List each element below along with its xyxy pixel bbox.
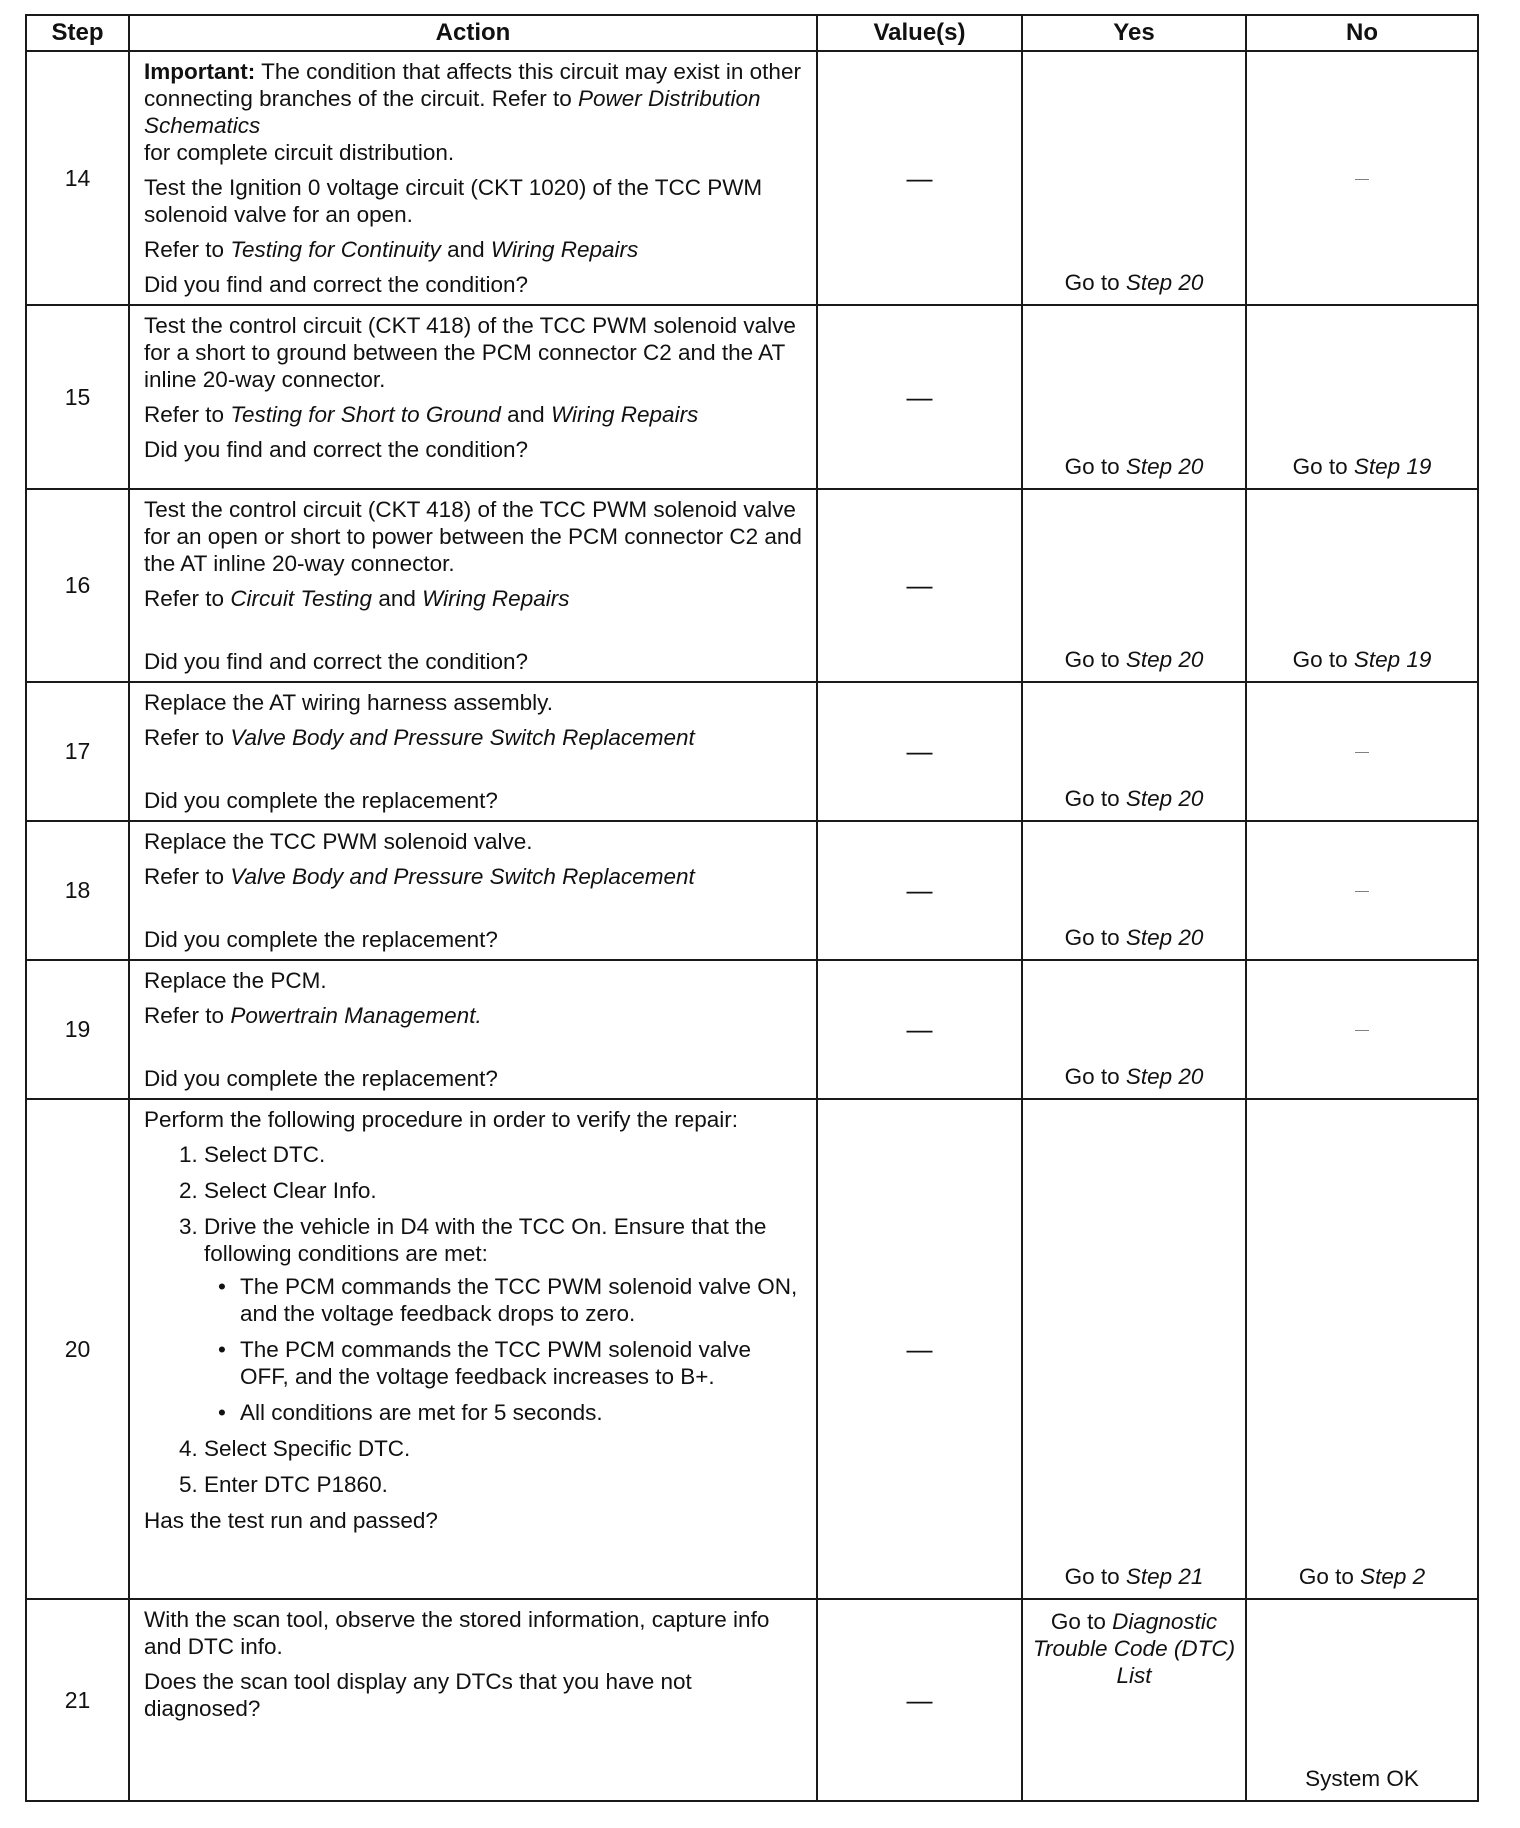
refer-to-text: Refer to <box>144 402 225 427</box>
step-ref: Step 20 <box>1125 786 1204 811</box>
procedure-step: 4. Select Specific DTC. <box>204 1435 802 1462</box>
yes-cell <box>1022 682 1246 821</box>
value-cell: — <box>817 821 1022 960</box>
no-cell <box>1246 1099 1478 1599</box>
value-cell: — <box>817 960 1022 1099</box>
test-instruction: Test the control circuit (CKT 418) of the TCC PWM solenoid valve for a short to ground between the PCM connector C2 and the AT inline 20-way connector. <box>144 313 796 392</box>
refer-to-text: Refer to <box>144 864 225 889</box>
refer-to-text: Refer to <box>144 725 225 750</box>
yes-cell <box>1022 960 1246 1099</box>
refer-to-text: Refer to <box>144 1003 225 1028</box>
action-cell <box>129 305 817 489</box>
action-cell <box>129 960 817 1099</box>
step-number: 18 <box>26 821 129 960</box>
reference-link: Wiring Repairs <box>422 586 570 611</box>
action-cell <box>129 51 817 305</box>
important-note <box>144 58 802 166</box>
step-number: 20 <box>26 1099 129 1599</box>
refer-line <box>144 724 802 751</box>
goto-text: Go to <box>1064 454 1120 479</box>
test-instruction: Test the control circuit (CKT 418) of the TCC PWM solenoid valve for an open or short to power between the PCM connector C2 and the AT inline 20-way connector. <box>144 497 802 576</box>
refer-line <box>144 863 802 890</box>
no-cell <box>1246 489 1478 682</box>
observe-instruction: With the scan tool, observe the stored information, capture info and DTC info. <box>144 1607 770 1659</box>
table-row <box>26 305 1478 489</box>
and-text: and <box>378 586 416 611</box>
value-cell: — <box>817 305 1022 489</box>
action-cell <box>129 1599 817 1801</box>
step-number: 21 <box>26 1599 129 1801</box>
no-cell: — <box>1246 821 1478 960</box>
action-instruction: Replace the TCC PWM solenoid valve. <box>144 829 533 854</box>
procedure-step: 1. Select DTC. <box>204 1141 802 1168</box>
step-number: 14 <box>26 51 129 305</box>
refer-to-text: Refer to <box>144 237 225 262</box>
no-cell: — <box>1246 51 1478 305</box>
reference-link: Power Distribution Schematics <box>144 86 761 138</box>
question: Did you complete the replacement? <box>144 1066 498 1091</box>
refer-line <box>144 401 802 428</box>
step-ref: Step 20 <box>1125 925 1204 950</box>
condition-item: • The PCM commands the TCC PWM solenoid valve OFF, and the voltage feedback increases to B+. <box>240 1336 802 1390</box>
table-row <box>26 821 1478 960</box>
step-ref: Step 20 <box>1125 1064 1204 1089</box>
question: Did you complete the replacement? <box>144 927 498 952</box>
table-row <box>26 51 1478 305</box>
action-instruction: Replace the PCM. <box>144 968 327 993</box>
goto-text: Go to <box>1298 1564 1354 1589</box>
and-text: and <box>447 237 485 262</box>
step-ref: Step 19 <box>1353 454 1432 479</box>
test-instruction: Test the Ignition 0 voltage circuit (CKT 1020) of the TCC PWM solenoid valve for an open. <box>144 175 763 227</box>
header-yes: Yes <box>1022 15 1246 51</box>
step-ref: Step 20 <box>1125 647 1204 672</box>
yes-cell <box>1022 1599 1246 1801</box>
no-cell: — <box>1246 960 1478 1099</box>
condition-item: • All conditions are met for 5 seconds. <box>240 1399 802 1426</box>
refer-line <box>144 236 802 263</box>
table-row <box>26 682 1478 821</box>
refer-line <box>144 585 802 612</box>
step-ref: Diagnostic Trouble Code (DTC) List <box>1032 1609 1236 1688</box>
refer-to-text: Refer to <box>144 586 225 611</box>
question: Did you find and correct the condition? <box>144 437 528 462</box>
action-cell <box>129 1099 817 1599</box>
question: Does the scan tool display any DTCs that you have not diagnosed? <box>144 1669 692 1721</box>
important-tail: for complete circuit distribution. <box>144 140 455 165</box>
yes-cell <box>1022 489 1246 682</box>
procedure-step: 5. Enter DTC P1860. <box>204 1471 802 1498</box>
header-action: Action <box>129 15 817 51</box>
table-header <box>26 15 1478 51</box>
procedure-steps <box>144 1141 802 1498</box>
value-cell: — <box>817 1599 1022 1801</box>
table-row <box>26 1099 1478 1599</box>
important-label: Important: <box>144 59 256 84</box>
header-value: Value(s) <box>817 15 1022 51</box>
refer-line <box>144 1002 802 1029</box>
goto-text: Go to <box>1064 647 1120 672</box>
step-number: 16 <box>26 489 129 682</box>
goto-text: Go to <box>1050 1609 1106 1634</box>
header-step: Step <box>26 15 129 51</box>
header-no: No <box>1246 15 1478 51</box>
goto-text: Go to <box>1064 786 1120 811</box>
step-ref: Step 20 <box>1125 454 1204 479</box>
goto-text: Go to <box>1064 925 1120 950</box>
question: Did you complete the replacement? <box>144 788 498 813</box>
reference-link: Wiring Repairs <box>490 237 639 262</box>
reference-link: Testing for Short to Ground <box>230 402 501 427</box>
yes-cell <box>1022 305 1246 489</box>
diagnostic-table <box>25 14 1479 1802</box>
value-cell: — <box>817 1099 1022 1599</box>
condition-item: • The PCM commands the TCC PWM solenoid valve ON, and the voltage feedback drops to zero. <box>240 1273 802 1327</box>
reference-link: Valve Body and Pressure Switch Replacement <box>230 725 695 750</box>
yes-cell <box>1022 821 1246 960</box>
value-cell: — <box>817 682 1022 821</box>
no-cell: — <box>1246 682 1478 821</box>
goto-text: Go to <box>1292 454 1348 479</box>
yes-cell <box>1022 1099 1246 1599</box>
table-row <box>26 960 1478 1099</box>
step-ref: Step 19 <box>1353 647 1432 672</box>
table-row <box>26 489 1478 682</box>
yes-cell <box>1022 51 1246 305</box>
procedure-step-text: Drive the vehicle in D4 with the TCC On. Ensure that the following conditions are met: <box>204 1214 767 1266</box>
procedure-step <box>204 1213 802 1426</box>
step-ref: Step 21 <box>1125 1564 1204 1589</box>
question: Did you find and correct the condition? <box>144 272 528 297</box>
value-cell: — <box>817 51 1022 305</box>
goto-text: Go to <box>1064 1064 1120 1089</box>
action-instruction: Replace the AT wiring harness assembly. <box>144 690 553 715</box>
step-ref: Step 2 <box>1360 1564 1426 1589</box>
step-number: 17 <box>26 682 129 821</box>
step-number: 19 <box>26 960 129 1099</box>
no-cell <box>1246 305 1478 489</box>
question: Has the test run and passed? <box>144 1508 438 1533</box>
action-cell <box>129 682 817 821</box>
action-cell <box>129 821 817 960</box>
and-text: and <box>507 402 545 427</box>
important-text: The condition that affects this circuit may exist in other connecting branches of the circuit. Refer to <box>144 59 801 111</box>
reference-link: Testing for Continuity <box>230 237 441 262</box>
value-cell: — <box>817 489 1022 682</box>
question: Did you find and correct the condition? <box>144 649 528 674</box>
table-row <box>26 1599 1478 1801</box>
action-cell <box>129 489 817 682</box>
step-ref: Step 20 <box>1125 270 1204 295</box>
procedure-intro: Perform the following procedure in order to verify the repair: <box>144 1107 739 1132</box>
step-number: 15 <box>26 305 129 489</box>
no-cell: System OK <box>1246 1599 1478 1801</box>
reference-link: Powertrain Management. <box>230 1003 482 1028</box>
goto-text: Go to <box>1064 270 1120 295</box>
reference-link: Valve Body and Pressure Switch Replacement <box>230 864 695 889</box>
goto-text: Go to <box>1292 647 1348 672</box>
condition-list <box>204 1273 802 1426</box>
reference-link: Wiring Repairs <box>550 402 699 427</box>
goto-text: Go to <box>1064 1564 1120 1589</box>
reference-link: Circuit Testing <box>230 586 373 611</box>
procedure-step: 2. Select Clear Info. <box>204 1177 802 1204</box>
header-row <box>26 15 1478 51</box>
